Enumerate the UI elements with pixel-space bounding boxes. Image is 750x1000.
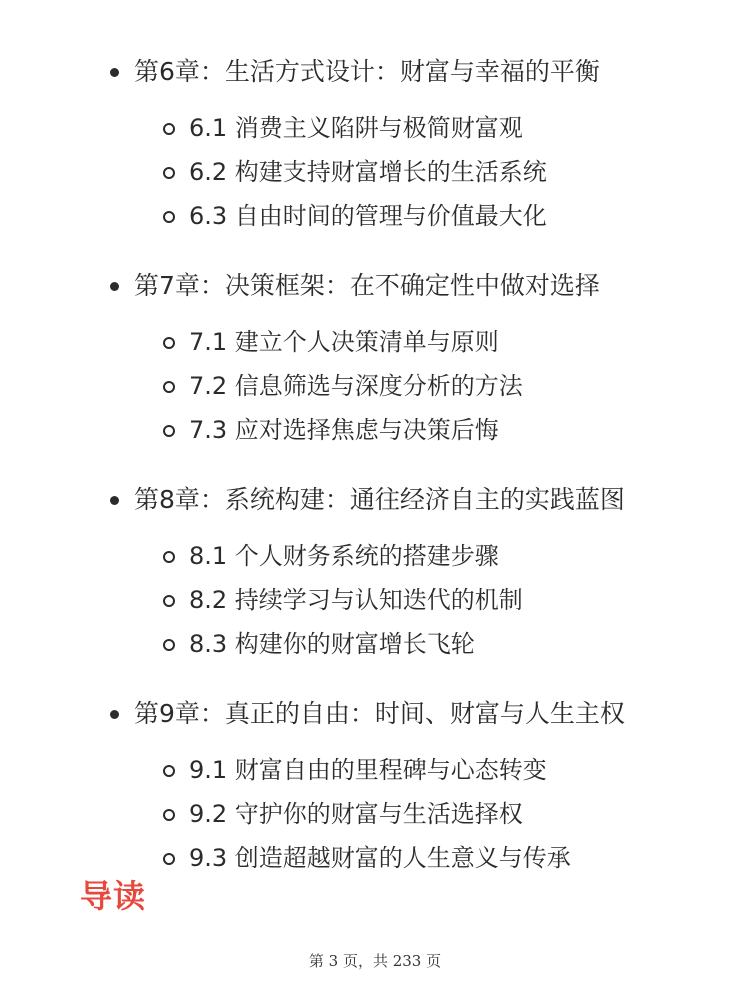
section-item xyxy=(0,622,750,666)
table-of-contents xyxy=(0,46,750,902)
section-item xyxy=(0,534,750,578)
chapter-6 xyxy=(0,46,750,238)
bullet-disc-icon xyxy=(110,710,119,719)
bullet-circle-icon xyxy=(163,765,175,777)
section-list xyxy=(0,320,750,452)
bullet-circle-icon xyxy=(163,381,175,393)
section-item xyxy=(0,578,750,622)
section-list xyxy=(0,106,750,238)
section-title: 7.2 信息筛选与深度分析的方法 xyxy=(189,372,523,400)
chapter-9 xyxy=(0,688,750,880)
section-title: 9.2 守护你的财富与生活选择权 xyxy=(189,800,523,828)
section-title: 7.3 应对选择焦虑与决策后悔 xyxy=(189,416,499,444)
chapter-title: 第6章：生活方式设计：财富与幸福的平衡 xyxy=(134,57,600,86)
section-title: 6.1 消费主义陷阱与极简财富观 xyxy=(189,114,523,142)
chapter-title: 第9章：真正的自由：时间、财富与人生主权 xyxy=(134,699,625,728)
bullet-disc-icon xyxy=(110,68,119,77)
chapter-8 xyxy=(0,474,750,666)
bullet-circle-icon xyxy=(163,211,175,223)
section-title: 7.1 建立个人决策清单与原则 xyxy=(189,328,499,356)
bullet-circle-icon xyxy=(163,595,175,607)
chapter-title: 第8章：系统构建：通往经济自主的实践蓝图 xyxy=(134,485,625,514)
section-title: 8.3 构建你的财富增长飞轮 xyxy=(189,630,475,658)
chapter-item xyxy=(0,260,750,312)
bullet-circle-icon xyxy=(163,167,175,179)
bullet-disc-icon xyxy=(110,496,119,505)
section-title: 9.3 创造超越财富的人生意义与传承 xyxy=(189,844,571,872)
section-heading: 导读 xyxy=(80,877,147,915)
bullet-disc-icon xyxy=(110,282,119,291)
section-list xyxy=(0,534,750,666)
section-title: 8.1 个人财务系统的搭建步骤 xyxy=(189,542,499,570)
bullet-circle-icon xyxy=(163,337,175,349)
chapter-item xyxy=(0,46,750,98)
section-item xyxy=(0,194,750,238)
section-title: 9.1 财富自由的里程碑与心态转变 xyxy=(189,756,547,784)
section-item xyxy=(0,792,750,836)
section-item xyxy=(0,106,750,150)
section-title: 6.2 构建支持财富增长的生活系统 xyxy=(189,158,547,186)
page-number-footer: 第 3 页，共 233 页 xyxy=(308,952,442,970)
section-item xyxy=(0,364,750,408)
section-item xyxy=(0,748,750,792)
section-item xyxy=(0,320,750,364)
section-item xyxy=(0,150,750,194)
section-title: 6.3 自由时间的管理与价值最大化 xyxy=(189,202,547,230)
section-title: 8.2 持续学习与认知迭代的机制 xyxy=(189,586,523,614)
bullet-circle-icon xyxy=(163,853,175,865)
bullet-circle-icon xyxy=(163,809,175,821)
bullet-circle-icon xyxy=(163,425,175,437)
chapter-item xyxy=(0,474,750,526)
section-list xyxy=(0,748,750,880)
chapter-7 xyxy=(0,260,750,452)
bullet-circle-icon xyxy=(163,551,175,563)
chapter-item xyxy=(0,688,750,740)
section-item xyxy=(0,408,750,452)
chapter-title: 第7章：决策框架：在不确定性中做对选择 xyxy=(134,271,600,300)
bullet-circle-icon xyxy=(163,639,175,651)
bullet-circle-icon xyxy=(163,123,175,135)
